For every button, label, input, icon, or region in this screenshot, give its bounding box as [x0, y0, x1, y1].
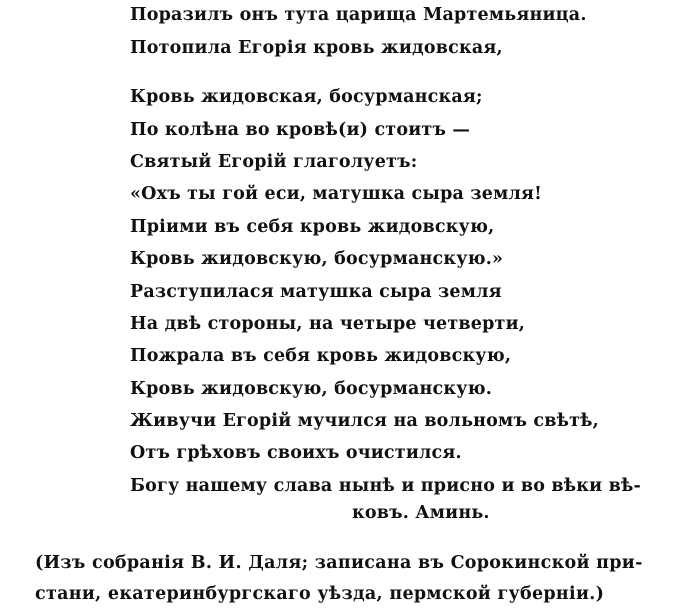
verse-line: Пожрала въ себя кровь жидовскую,: [130, 346, 512, 366]
verse-line: Богу нашему слава нынѣ и присно и во вѣки вѣ-: [130, 476, 641, 496]
verse-line: Пріими въ себя кровь жидовскую,: [130, 217, 495, 237]
verse-line: Разступилася матушка сыра земля: [130, 282, 502, 302]
verse-line: Кровь жидовскую, босурманскую.»: [130, 249, 504, 269]
verse-line: Святый Егорій глаголуетъ:: [130, 152, 418, 172]
footnote-line: (Изъ собранія В. И. Даля; записана въ Сорокинской при-: [35, 553, 643, 573]
verse-line: Кровь жидовская, босурманская;: [130, 87, 483, 107]
verse-line: Кровь жидовскую, босурманскую.: [130, 379, 493, 399]
verse-line: На двѣ стороны, на четыре четверти,: [130, 314, 526, 334]
verse-line: Живучи Егорій мучился на вольномъ свѣтѣ,: [130, 411, 599, 431]
verse-line-continuation: ковъ. Аминь.: [352, 503, 490, 523]
verse-line: Поразилъ онъ тута царища Мартемьяница.: [130, 5, 587, 25]
footnote-line: стани, екатеринбургскаго уѣзда, пермской губерніи.): [35, 584, 605, 604]
verse-line: По колѣна во кровѣ(и) стоитъ —: [130, 120, 471, 140]
verse-line: Отъ грѣховъ своихъ очистился.: [130, 443, 462, 463]
verse-line: «Охъ ты гой еси, матушка сыра земля!: [130, 184, 543, 204]
verse-line: Потопила Егорія кровь жидовская,: [130, 38, 503, 58]
